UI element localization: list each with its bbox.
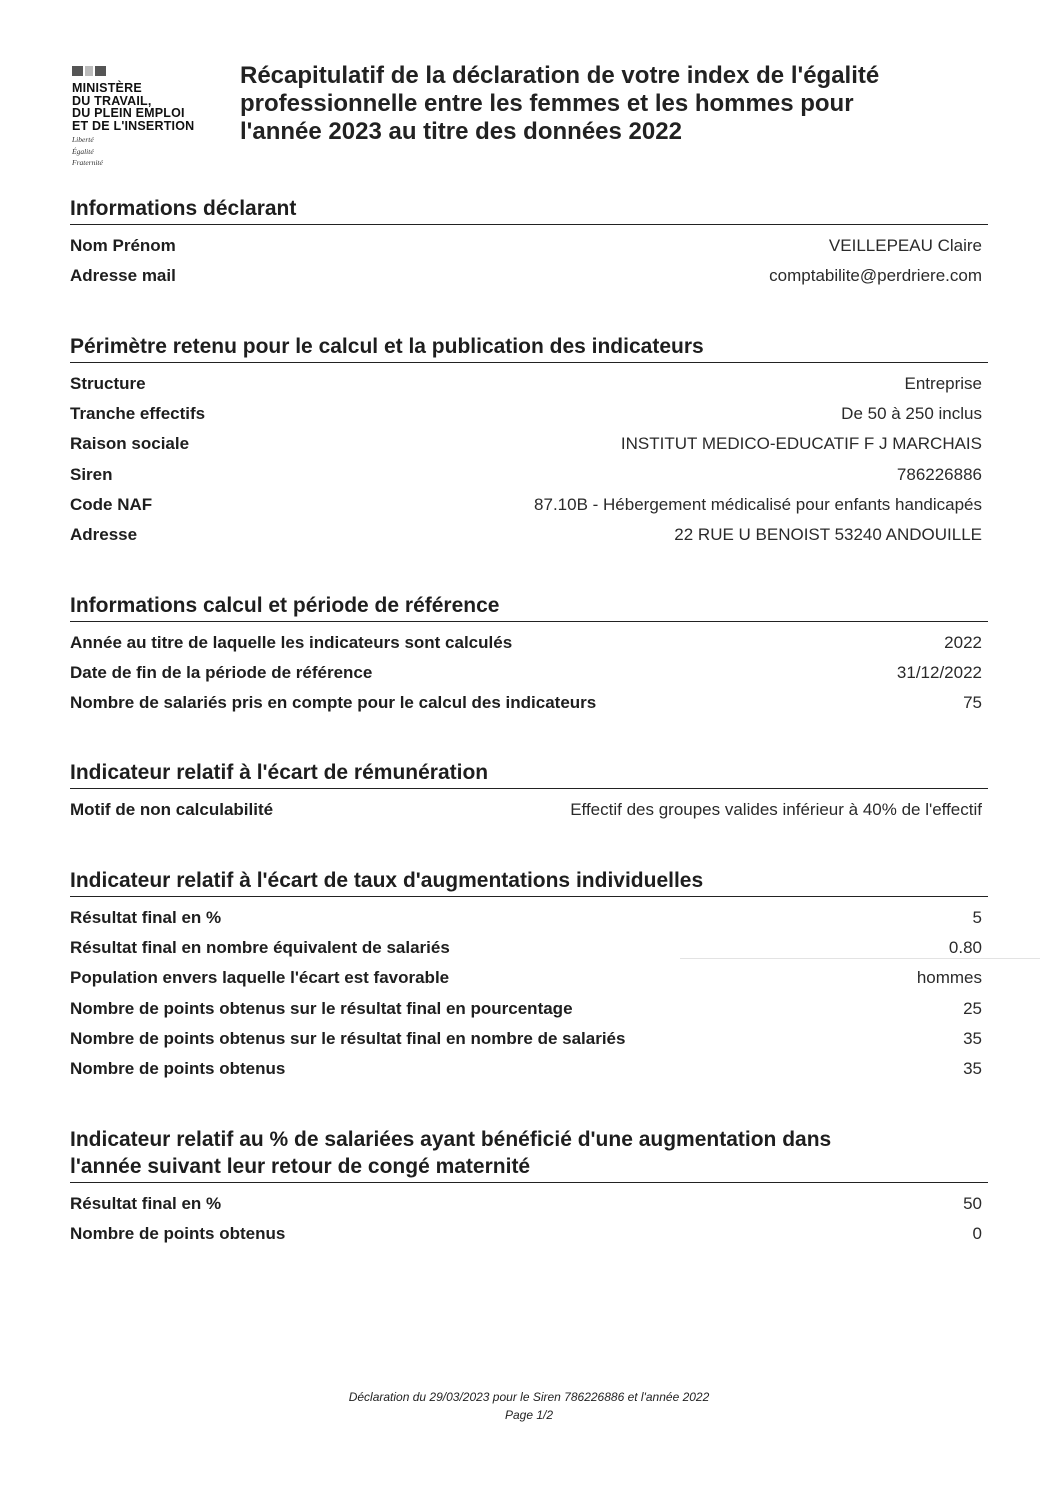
field-label: Nombre de points obtenus sur le résultat final en pourcentage	[70, 998, 573, 1018]
field-row	[70, 795, 988, 825]
field-value: 22 RUE U BENOIST 53240 ANDOUILLE	[674, 524, 982, 544]
field-label: Raison sociale	[70, 434, 190, 454]
field-value: 35	[963, 1058, 982, 1078]
field-row	[70, 490, 988, 520]
field-row	[70, 399, 988, 429]
ministry-logo	[72, 66, 222, 167]
field-label: Adresse mail	[70, 266, 176, 286]
section-perimetre	[70, 333, 988, 550]
field-label: Nombre de salariés pris en compte pour le calcul des indicateurs	[70, 693, 597, 713]
field-list	[70, 231, 988, 291]
field-row	[70, 903, 988, 933]
field-row	[70, 994, 988, 1024]
field-row	[70, 369, 988, 399]
field-label: Tranche effectifs	[70, 404, 206, 424]
field-value: 0.80	[948, 938, 982, 958]
field-row	[70, 460, 988, 490]
field-row	[70, 628, 988, 658]
field-label: Résultat final en %	[70, 908, 222, 927]
section-conge-maternite	[70, 1126, 988, 1249]
ministry-name-line: DU PLEIN EMPLOI	[72, 106, 185, 120]
section-title-line: Informations calcul et période de référence	[70, 594, 500, 617]
field-list	[70, 1189, 988, 1249]
document-title	[240, 62, 980, 146]
field-row	[70, 261, 988, 291]
section-title-line: Informations déclarant	[70, 197, 297, 220]
section-ecart-augmentations	[70, 867, 988, 1084]
field-list	[70, 795, 988, 825]
ministry-name-line: DU TRAVAIL,	[72, 93, 152, 108]
field-row	[70, 963, 988, 993]
footer-page-number: Page 1/2	[504, 1408, 554, 1422]
field-row	[70, 520, 988, 550]
title-line: professionnelle entre les femmes et les hommes pour	[240, 90, 854, 117]
field-label: Résultat final en nombre équivalent de salariés	[70, 938, 450, 958]
section-informations-declarant	[70, 195, 988, 291]
section-title	[70, 333, 988, 363]
field-label: Adresse	[70, 524, 138, 544]
field-label: Nombre de points obtenus	[70, 1224, 286, 1244]
field-value: 50	[963, 1194, 982, 1213]
field-value: 25	[963, 998, 982, 1018]
field-row	[70, 231, 988, 261]
field-row	[70, 1024, 988, 1054]
field-row	[70, 1054, 988, 1084]
field-label: Nombre de points obtenus	[70, 1058, 286, 1078]
section-title-line: Indicateur relatif au % de salariées ayant bénéficié d'une augmentation dans	[70, 1128, 832, 1151]
section-title-line: Indicateur relatif à l'écart de taux d'augmentations individuelles	[70, 869, 704, 892]
field-label: Structure	[70, 374, 146, 393]
field-value: 5	[972, 908, 982, 927]
field-label: Nom Prénom	[70, 236, 176, 255]
field-value: Effectif des groupes valides inférieur à 40% de l'effectif	[570, 800, 982, 819]
field-value: comptabilite@perdriere.com	[769, 266, 982, 286]
field-row	[70, 688, 988, 718]
motto-line: Fraternité	[72, 158, 103, 167]
field-label: Population envers laquelle l'écart est favorable	[70, 968, 450, 988]
field-value: 0	[972, 1224, 982, 1244]
ministry-name-line: MINISTÈRE	[72, 81, 142, 95]
field-row	[70, 658, 988, 688]
field-label: Nombre de points obtenus sur le résultat final en nombre de salariés	[70, 1028, 626, 1048]
field-value: 35	[963, 1028, 982, 1048]
field-value: 75	[963, 693, 982, 713]
footer-declaration-line: Déclaration du 29/03/2023 pour le Siren 786226886 et l'année 2022	[348, 1390, 710, 1404]
field-value: De 50 à 250 inclus	[841, 404, 982, 424]
field-label: Année au titre de laquelle les indicateurs sont calculés	[70, 633, 513, 652]
section-title	[70, 592, 988, 622]
marianne-flag-icon	[72, 66, 222, 76]
title-line: l'année 2023 au titre des données 2022	[240, 118, 682, 145]
motto-line: Liberté	[72, 135, 94, 144]
page-footer	[0, 1388, 1058, 1424]
section-title	[70, 195, 988, 225]
section-title-line: Indicateur relatif à l'écart de rémunération	[70, 761, 489, 784]
field-label: Code NAF	[70, 494, 153, 514]
field-value: 87.10B - Hébergement médicalisé pour enfants handicapés	[534, 494, 982, 514]
title-line: Récapitulatif de la déclaration de votre index de l'égalité	[240, 62, 880, 89]
motto-line: Égalité	[72, 146, 94, 156]
field-value: 786226886	[896, 464, 982, 484]
field-list	[70, 628, 988, 719]
field-value: hommes	[916, 968, 982, 988]
section-title	[70, 759, 988, 789]
field-label: Motif de non calculabilité	[70, 800, 274, 819]
field-value: 2022	[944, 633, 982, 652]
section-calcul-periode	[70, 592, 988, 719]
section-ecart-remuneration	[70, 759, 988, 825]
section-title-line: Périmètre retenu pour le calcul et la publication des indicateurs	[70, 335, 704, 358]
field-value: 31/12/2022	[896, 663, 982, 683]
field-list	[70, 903, 988, 1084]
field-label: Résultat final en %	[70, 1194, 222, 1213]
field-label: Date de fin de la période de référence	[70, 663, 373, 683]
section-title	[70, 1126, 988, 1183]
field-value: VEILLEPEAU Claire	[828, 236, 982, 255]
field-list	[70, 369, 988, 550]
field-row	[70, 1219, 988, 1249]
ministry-name-line: ET DE L'INSERTION	[72, 118, 195, 133]
field-row	[70, 429, 988, 459]
field-row	[70, 1189, 988, 1219]
section-title	[70, 867, 988, 897]
field-label: Siren	[70, 464, 113, 484]
scan-artifact-line	[680, 958, 1040, 959]
field-value: INSTITUT MEDICO-EDUCATIF F J MARCHAIS	[620, 434, 982, 454]
field-value: Entreprise	[904, 374, 982, 393]
section-title-line: l'année suivant leur retour de congé maternité	[70, 1155, 531, 1178]
